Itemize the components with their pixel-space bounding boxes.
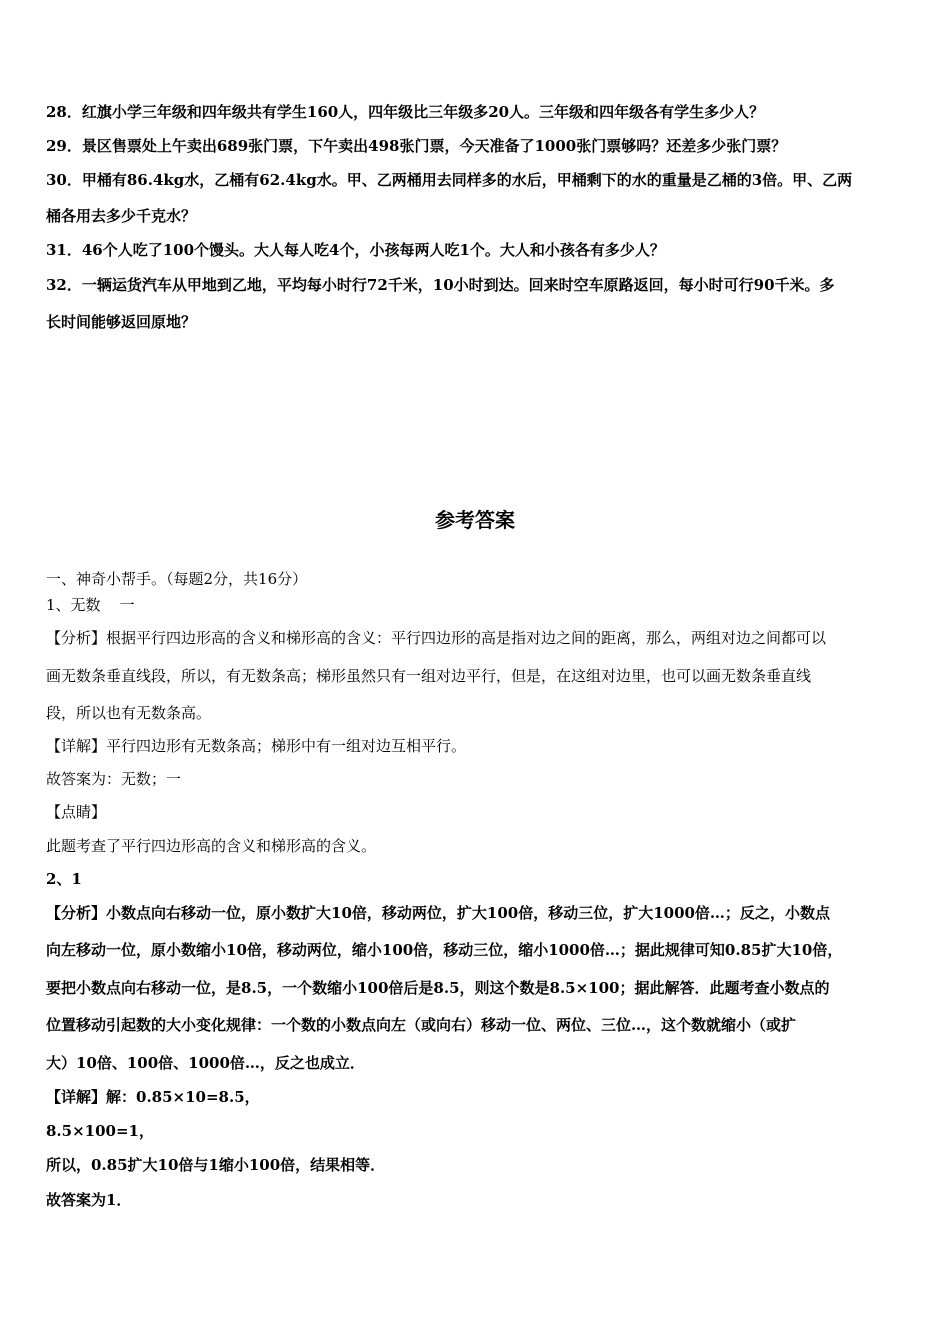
- answer-2-detail-line-3: 所以，0.85扩大10倍与1缩小100倍，结果相等．: [46, 1156, 386, 1174]
- question-30-line-1: 30．甲桶有86.4kg水，乙桶有62.4kg水。甲、乙两桶用去同样多的水后，甲桶剩下的水的重量是乙桶的3倍。甲、乙两: [46, 171, 853, 189]
- question-28: 28．红旗小学三年级和四年级共有学生160人，四年级比三年级多20人。三年级和四年级各有学生多少人？: [46, 103, 765, 121]
- answer-2-label: 2、1: [46, 870, 82, 888]
- answer-2-analysis-line-5: 大）10倍、100倍、1000倍…，反之也成立．: [46, 1054, 365, 1072]
- question-30-line-2: 桶各用去多少千克水？: [46, 207, 197, 225]
- question-31: 31．46个人吃了100个馒头。大人每人吃4个，小孩每两人吃1个。大人和小孩各有多少人？: [46, 241, 665, 259]
- answer-1-comment-label: 【点睛】: [46, 803, 107, 821]
- answer-2-analysis-line-4: 位置移动引起数的大小变化规律：一个数的小数点向左（或向右）移动一位、两位、三位…，这个数就缩小（或扩: [46, 1016, 797, 1034]
- answer-2-analysis-line-1: 【分析】小数点向右移动一位，原小数扩大10倍，移动两位，扩大100倍，移动三位，扩大1000倍…；反之，小数点: [46, 904, 830, 922]
- answer-1-analysis-line-2: 画无数条垂直线段，所以，有无数条高；梯形虽然只有一组对边平行，但是，在这组对边里，也可以画无数条垂直线: [46, 667, 812, 685]
- answer-2-detail-line-2: 8.5×100=1，: [46, 1122, 154, 1140]
- question-32-line-2: 长时间能够返回原地？: [46, 313, 197, 331]
- question-32-line-1: 32．一辆运货汽车从甲地到乙地，平均每小时行72千米，10小时到达。回来时空车原路返回，每小时可行90千米。多: [46, 276, 835, 294]
- answer-1-comment: 此题考查了平行四边形高的含义和梯形高的含义。: [46, 837, 377, 855]
- answer-2-detail-line-1: 【详解】解：0.85×10=8.5，: [46, 1088, 260, 1106]
- answer-2-answer: 故答案为1．: [46, 1191, 132, 1209]
- answer-2-analysis-line-3: 要把小数点向右移动一位，是8.5，一个数缩小100倍后是8.5，则这个数是8.5×100；据此解答．此题考查小数点的: [46, 979, 830, 997]
- answer-1-label: 1、无数 一: [46, 596, 135, 614]
- answer-1-answer: 故答案为：无数；一: [46, 770, 182, 788]
- answer-2-analysis-line-2: 向左移动一位，原小数缩小10倍，移动两位，缩小100倍，移动三位，缩小1000倍…；据此规律可知0.85扩大10倍，: [46, 941, 843, 959]
- answer-1-detail: 【详解】平行四边形有无数条高；梯形中有一组对边互相平行。: [46, 737, 467, 755]
- answers-title: 参考答案: [435, 508, 515, 532]
- answer-1-analysis-line-1: 【分析】根据平行四边形高的含义和梯形高的含义：平行四边形的高是指对边之间的距离，那么，两组对边之间都可以: [46, 629, 827, 647]
- question-29: 29．景区售票处上午卖出689张门票，下午卖出498张门票，今天准备了1000张门票够吗？还差多少张门票？: [46, 137, 787, 155]
- section-1-heading: 一、神奇小帮手。（每题2分，共16分）: [46, 570, 308, 588]
- answer-1-analysis-line-3: 段，所以也有无数条高。: [46, 704, 212, 722]
